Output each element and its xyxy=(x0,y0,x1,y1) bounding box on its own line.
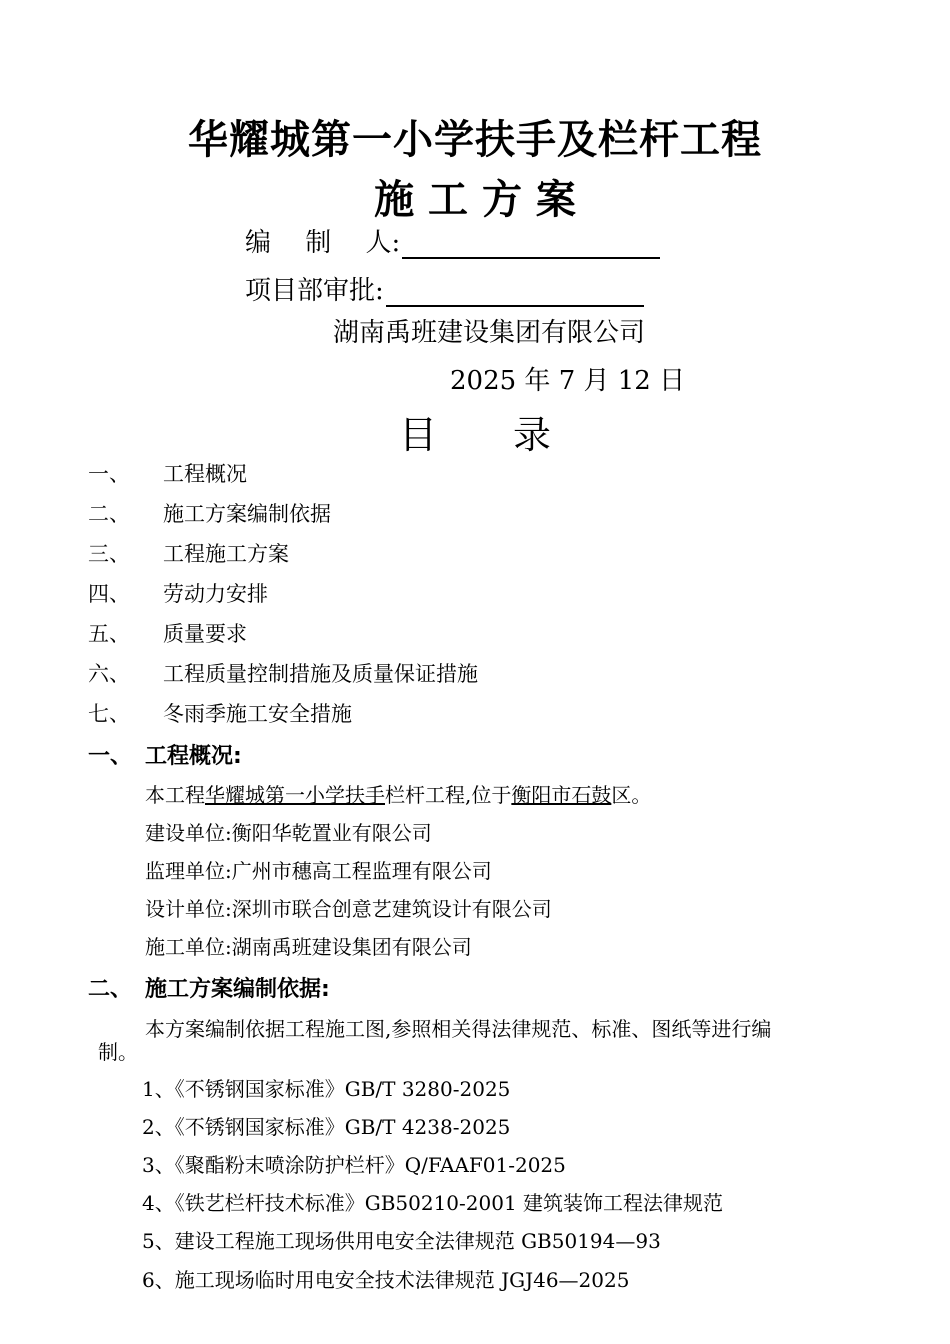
toc-item-number: 七、 xyxy=(88,702,130,726)
document-date: 2025 年 7 月 12 日 xyxy=(450,366,686,396)
supervision-unit: 监理单位:广州市穗高工程监理有限公司 xyxy=(145,859,492,883)
toc-title: 目 录 xyxy=(398,413,551,457)
reference-item: 1、《不锈钢国家标准》GB/T 3280-2025 xyxy=(142,1077,511,1101)
section-1-heading: 工程概况: xyxy=(145,744,242,769)
construction-unit: 建设单位:衡阳华乾置业有限公司 xyxy=(145,821,432,845)
toc-item-number: 三、 xyxy=(88,542,130,566)
toc-item-label: 劳动力安排 xyxy=(163,582,268,606)
intro-suffix: 区。 xyxy=(611,783,652,807)
reference-item: 3、《聚酯粉末喷涂防护栏杆》Q/FAAF01-2025 xyxy=(142,1153,566,1177)
toc-item-label: 施工方案编制依据 xyxy=(163,502,331,526)
contractor-unit: 施工单位:湖南禹班建设集团有限公司 xyxy=(145,935,472,959)
reference-item: 5、建设工程施工现场供用电安全法律规范 GB50194—93 xyxy=(142,1229,661,1253)
reference-item: 6、施工现场临时用电安全技术法律规范 JGJ46—2025 xyxy=(142,1268,630,1292)
toc-item-label: 工程质量控制措施及质量保证措施 xyxy=(163,662,478,686)
company-name: 湖南禹班建设集团有限公司 xyxy=(333,318,646,348)
section-2-number: 二、 xyxy=(88,977,133,1002)
section-2-heading: 施工方案编制依据: xyxy=(145,977,330,1002)
toc-item-label: 工程施工方案 xyxy=(163,542,289,566)
intro-prefix: 本工程 xyxy=(145,783,205,807)
toc-item-number: 一、 xyxy=(88,462,130,486)
reference-item: 4、《铁艺栏杆技术标准》GB50210-2001 建筑装饰工程法律规范 xyxy=(142,1191,724,1215)
compiler-field xyxy=(245,222,660,259)
section-1-number: 一、 xyxy=(88,744,133,769)
approval-blank-line xyxy=(386,279,644,307)
compiler-blank-line xyxy=(402,231,660,259)
basis-paragraph-line1: 本方案编制依据工程施工图,参照相关得法律规范、标准、图纸等进行编 xyxy=(145,1017,772,1041)
intro-middle: 栏杆工程,位于 xyxy=(385,783,512,807)
toc-item-number: 二、 xyxy=(88,502,130,526)
compiler-label: 编 制 人: xyxy=(245,228,401,258)
toc-item-label: 冬雨季施工安全措施 xyxy=(163,702,352,726)
toc-item-label: 工程概况 xyxy=(163,462,247,486)
intro-location: 衡阳市石鼓 xyxy=(511,783,612,807)
approval-field xyxy=(245,270,644,307)
section-1-intro xyxy=(145,779,651,808)
design-unit: 设计单位:深圳市联合创意艺建筑设计有限公司 xyxy=(145,897,552,921)
reference-item: 2、《不锈钢国家标准》GB/T 4238-2025 xyxy=(142,1115,511,1139)
basis-paragraph-line2: 制。 xyxy=(98,1040,138,1064)
approval-label: 项目部审批: xyxy=(245,276,384,306)
intro-project-name: 华耀城第一小学扶手 xyxy=(205,783,385,807)
document-subtitle: 施 工 方 案 xyxy=(374,177,576,223)
toc-item-number: 四、 xyxy=(88,582,130,606)
toc-item-number: 六、 xyxy=(88,662,130,686)
toc-item-number: 五、 xyxy=(88,622,130,646)
toc-item-label: 质量要求 xyxy=(163,622,247,646)
document-title: 华耀城第一小学扶手及栏杆工程 xyxy=(188,117,762,163)
